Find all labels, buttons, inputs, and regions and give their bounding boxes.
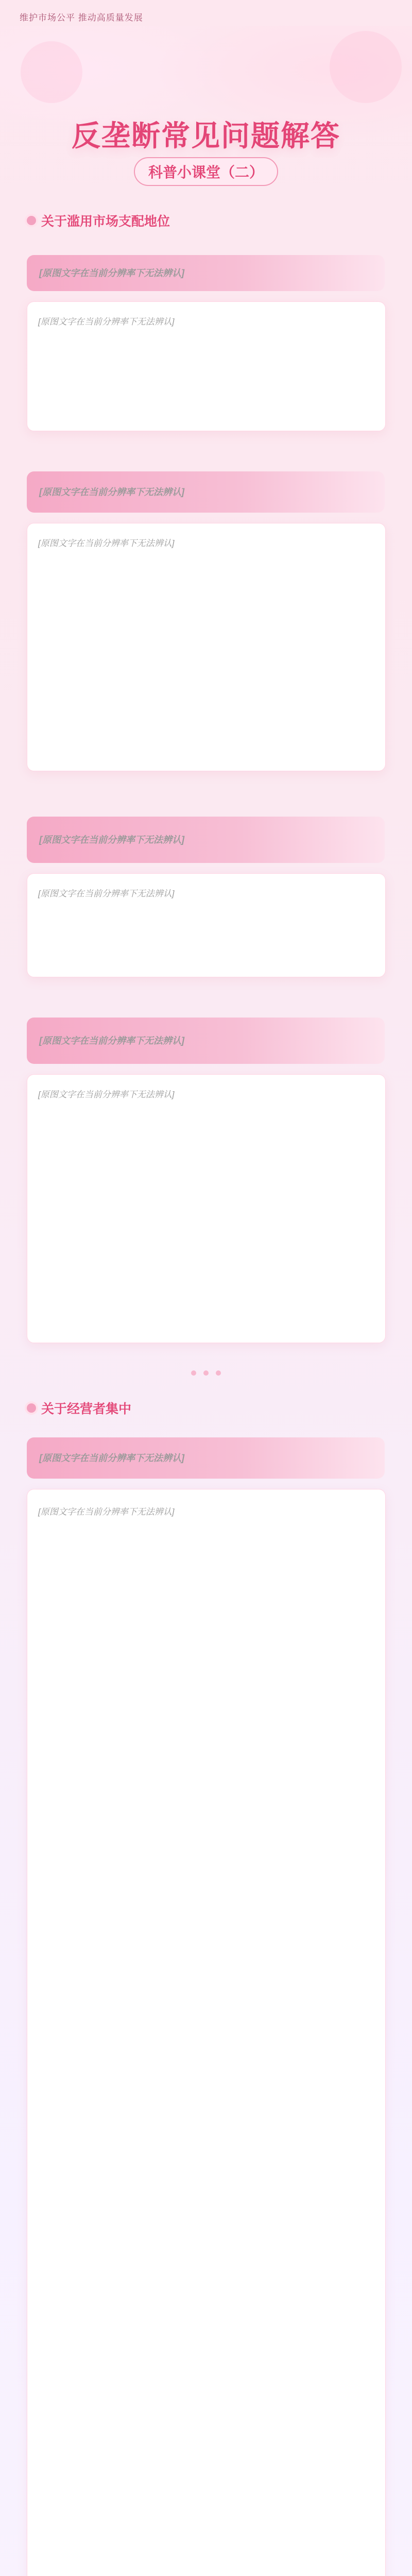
decor-bubble [21,41,82,103]
unreadable-note: [原图文字在当前分辨率下无法辨认] [38,317,175,327]
answer-card [27,1074,386,1343]
page-title: 反垄断常见问题解答 [72,120,340,153]
section-heading [27,211,170,230]
top-slogan: 维护市场公平 推动高质量发展 [20,13,143,23]
page-subtitle: 科普小课堂（二） [134,157,278,186]
answer-text [38,1087,373,1103]
section-heading [27,1399,131,1417]
question-text [27,1033,197,1048]
answer-card [27,523,386,771]
unreadable-note: [原图文字在当前分辨率下无法辨认] [38,889,175,899]
decor-bubble [330,31,402,103]
unreadable-note: [原图文字在当前分辨率下无法辨认] [38,1507,175,1517]
question-text [27,266,197,281]
question-bar [27,255,385,291]
answer-text [38,314,373,330]
question-text [27,1451,197,1466]
unreadable-note: [原图文字在当前分辨率下无法辨认] [39,486,184,497]
unreadable-note: [原图文字在当前分辨率下无法辨认] [38,1090,175,1099]
unreadable-note: [原图文字在当前分辨率下无法辨认] [38,538,175,548]
section-heading-text: 关于滥用市场支配地位 [41,214,170,229]
answer-card [27,1489,386,2576]
divider-dot-icon [191,1370,196,1376]
section-dot-icon [27,216,36,225]
question-bar [27,817,385,863]
unreadable-note: [原图文字在当前分辨率下无法辨认] [39,834,184,845]
section-heading-text: 关于经营者集中 [41,1402,132,1416]
section-divider [0,1370,412,1380]
answer-text [38,886,373,902]
unreadable-note: [原图文字在当前分辨率下无法辨认] [39,267,184,278]
divider-dot-icon [203,1370,209,1376]
answer-text [38,1504,373,1520]
question-text [27,485,197,500]
question-bar [27,471,385,513]
question-bar [27,1018,385,1064]
section-dot-icon [27,1403,36,1413]
hero-banner [0,26,412,180]
answer-text [38,536,373,551]
unreadable-note: [原图文字在当前分辨率下无法辨认] [39,1452,184,1463]
question-bar [27,1437,385,1479]
divider-dot-icon [216,1370,221,1376]
unreadable-note: [原图文字在当前分辨率下无法辨认] [39,1035,184,1046]
question-text [27,833,197,848]
